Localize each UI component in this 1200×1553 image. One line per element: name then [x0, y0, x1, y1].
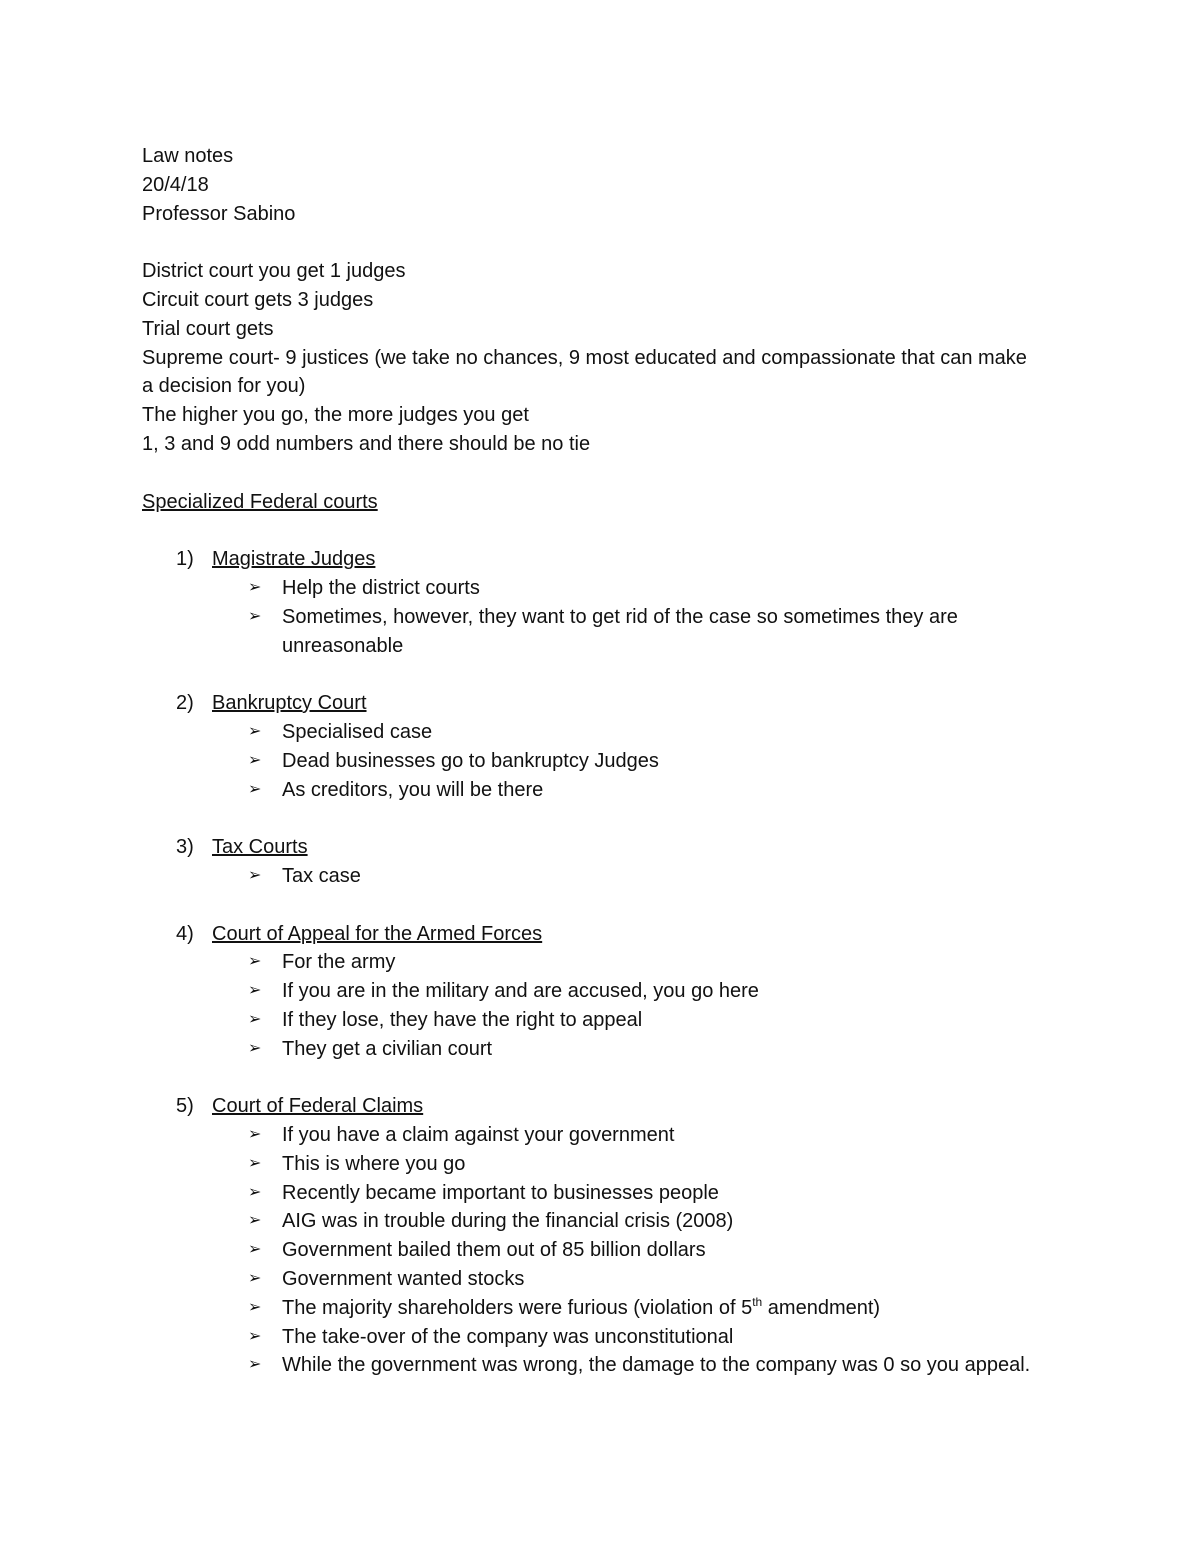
- bullet-item: [142, 776, 1042, 805]
- bullet-text: The majority shareholders were furious (violation of 5th amendment): [282, 1294, 881, 1319]
- bullet-item: [142, 977, 1042, 1006]
- bullet-text: For the army: [282, 951, 396, 974]
- bullet-item: [142, 862, 1042, 891]
- section-name: Court of Federal Claims: [212, 1095, 424, 1118]
- bullet-text: While the government was wrong, the damage to the company was 0 so you appeal.: [282, 1354, 1031, 1377]
- arrowhead-bullet-icon: ➢: [248, 1327, 262, 1345]
- bullet-list: [142, 862, 1042, 891]
- arrowhead-bullet-icon: ➢: [248, 1298, 262, 1316]
- intro-line: Trial court gets: [142, 317, 274, 340]
- arrowhead-bullet-icon: ➢: [248, 578, 262, 596]
- court-sections: [142, 545, 1042, 1380]
- spacer: [142, 516, 1042, 545]
- section-name: Magistrate Judges: [212, 548, 376, 571]
- bullet-list: [142, 948, 1042, 1063]
- bullet-item: [142, 747, 1042, 776]
- bullet-item: [142, 1150, 1042, 1179]
- section-name: Court of Appeal for the Armed Forces: [212, 922, 543, 945]
- arrowhead-bullet-icon: ➢: [248, 1270, 262, 1288]
- bullet-item: [142, 1179, 1042, 1208]
- arrowhead-bullet-icon: ➢: [248, 1212, 262, 1230]
- spacer: [142, 891, 1042, 920]
- section-number: 2): [176, 692, 194, 715]
- court-section-title: [142, 920, 1042, 949]
- arrowhead-bullet-icon: ➢: [248, 1154, 262, 1172]
- bullet-list: [142, 574, 1042, 660]
- intro-line: District court you get 1 judges: [142, 260, 406, 283]
- document-body: [142, 142, 1042, 1380]
- arrowhead-bullet-icon: ➢: [248, 982, 262, 1000]
- court-section-title: [142, 545, 1042, 574]
- bullet-text: They get a civilian court: [282, 1037, 493, 1060]
- court-section-title: [142, 1092, 1042, 1121]
- bullet-text: If they lose, they have the right to appeal: [282, 1008, 643, 1031]
- bullet-item: [142, 574, 1042, 603]
- bullet-text: The take-over of the company was unconstitutional: [282, 1325, 734, 1348]
- arrowhead-bullet-icon: ➢: [248, 1241, 262, 1259]
- bullet-item: [142, 1207, 1042, 1236]
- arrowhead-bullet-icon: ➢: [248, 1126, 262, 1144]
- section-name: Tax Courts: [212, 836, 308, 859]
- bullet-text: Help the district courts: [282, 576, 480, 599]
- document-title: Law notes: [142, 145, 234, 167]
- arrowhead-bullet-icon: ➢: [248, 751, 262, 769]
- arrowhead-bullet-icon: ➢: [248, 607, 262, 625]
- bullet-item: [142, 948, 1042, 977]
- intro-line: Circuit court gets 3 judges: [142, 288, 374, 311]
- section-number: 3): [176, 836, 194, 859]
- intro-line: The higher you go, the more judges you get: [142, 404, 529, 427]
- section-number: 1): [176, 548, 194, 571]
- bullet-text: As creditors, you will be there: [282, 778, 544, 801]
- bullet-item: [142, 1006, 1042, 1035]
- spacer: [142, 1064, 1042, 1093]
- section-number: 5): [176, 1095, 194, 1118]
- bullet-item: [142, 1035, 1042, 1064]
- bullet-text: Dead businesses go to bankruptcy Judges: [282, 749, 659, 772]
- spacer: [142, 459, 1042, 488]
- bullet-text: If you are in the military and are accused, you go here: [282, 980, 759, 1003]
- bullet-item: [142, 1294, 1042, 1323]
- intro-line: 1, 3 and 9 odd numbers and there should be no tie: [142, 432, 591, 455]
- spacer: [142, 804, 1042, 833]
- arrowhead-bullet-icon: ➢: [248, 780, 262, 798]
- bullet-item: [142, 1265, 1042, 1294]
- court-section: [142, 689, 1042, 804]
- bullet-item: [142, 1351, 1042, 1380]
- bullet-text: This is where you go: [282, 1152, 466, 1175]
- bullet-item: [142, 718, 1042, 747]
- bullet-text: Tax case: [282, 864, 361, 887]
- court-section: [142, 545, 1042, 660]
- section-name: Bankruptcy Court: [212, 692, 367, 715]
- bullet-text: AIG was in trouble during the financial crisis (2008): [282, 1210, 734, 1233]
- court-section: [142, 833, 1042, 891]
- arrowhead-bullet-icon: ➢: [248, 1010, 262, 1028]
- bullet-list: [142, 1121, 1042, 1380]
- bullet-text: Government bailed them out of 85 billion dollars: [282, 1239, 706, 1262]
- arrowhead-bullet-icon: ➢: [248, 1183, 262, 1201]
- section-heading: Specialized Federal courts: [142, 490, 378, 513]
- bullet-item: [142, 603, 1042, 661]
- arrowhead-bullet-icon: ➢: [248, 953, 262, 971]
- section-number: 4): [176, 922, 194, 945]
- court-section-title: [142, 689, 1042, 718]
- bullet-list: [142, 718, 1042, 804]
- bullet-item: [142, 1121, 1042, 1150]
- document-date: 20/4/18: [142, 173, 209, 196]
- bullet-item: [142, 1323, 1042, 1352]
- bullet-text: Sometimes, however, they want to get rid of the case so sometimes they are unreasonable: [282, 605, 958, 657]
- arrowhead-bullet-icon: ➢: [248, 1039, 262, 1057]
- spacer: [142, 228, 1042, 257]
- bullet-text: Government wanted stocks: [282, 1268, 525, 1291]
- court-section: [142, 1092, 1042, 1380]
- court-section-title: [142, 833, 1042, 862]
- document-professor: Professor Sabino: [142, 202, 296, 225]
- arrowhead-bullet-icon: ➢: [248, 1356, 262, 1374]
- bullet-text: Specialised case: [282, 720, 433, 743]
- bullet-text: If you have a claim against your government: [282, 1124, 675, 1147]
- arrowhead-bullet-icon: ➢: [248, 722, 262, 740]
- court-section: [142, 920, 1042, 1064]
- arrowhead-bullet-icon: ➢: [248, 866, 262, 884]
- bullet-text: Recently became important to businesses people: [282, 1181, 719, 1204]
- spacer: [142, 660, 1042, 689]
- intro-line: Supreme court- 9 justices (we take no chances, 9 most educated and compassionate that can make a decision for you): [142, 346, 1027, 398]
- bullet-item: [142, 1236, 1042, 1265]
